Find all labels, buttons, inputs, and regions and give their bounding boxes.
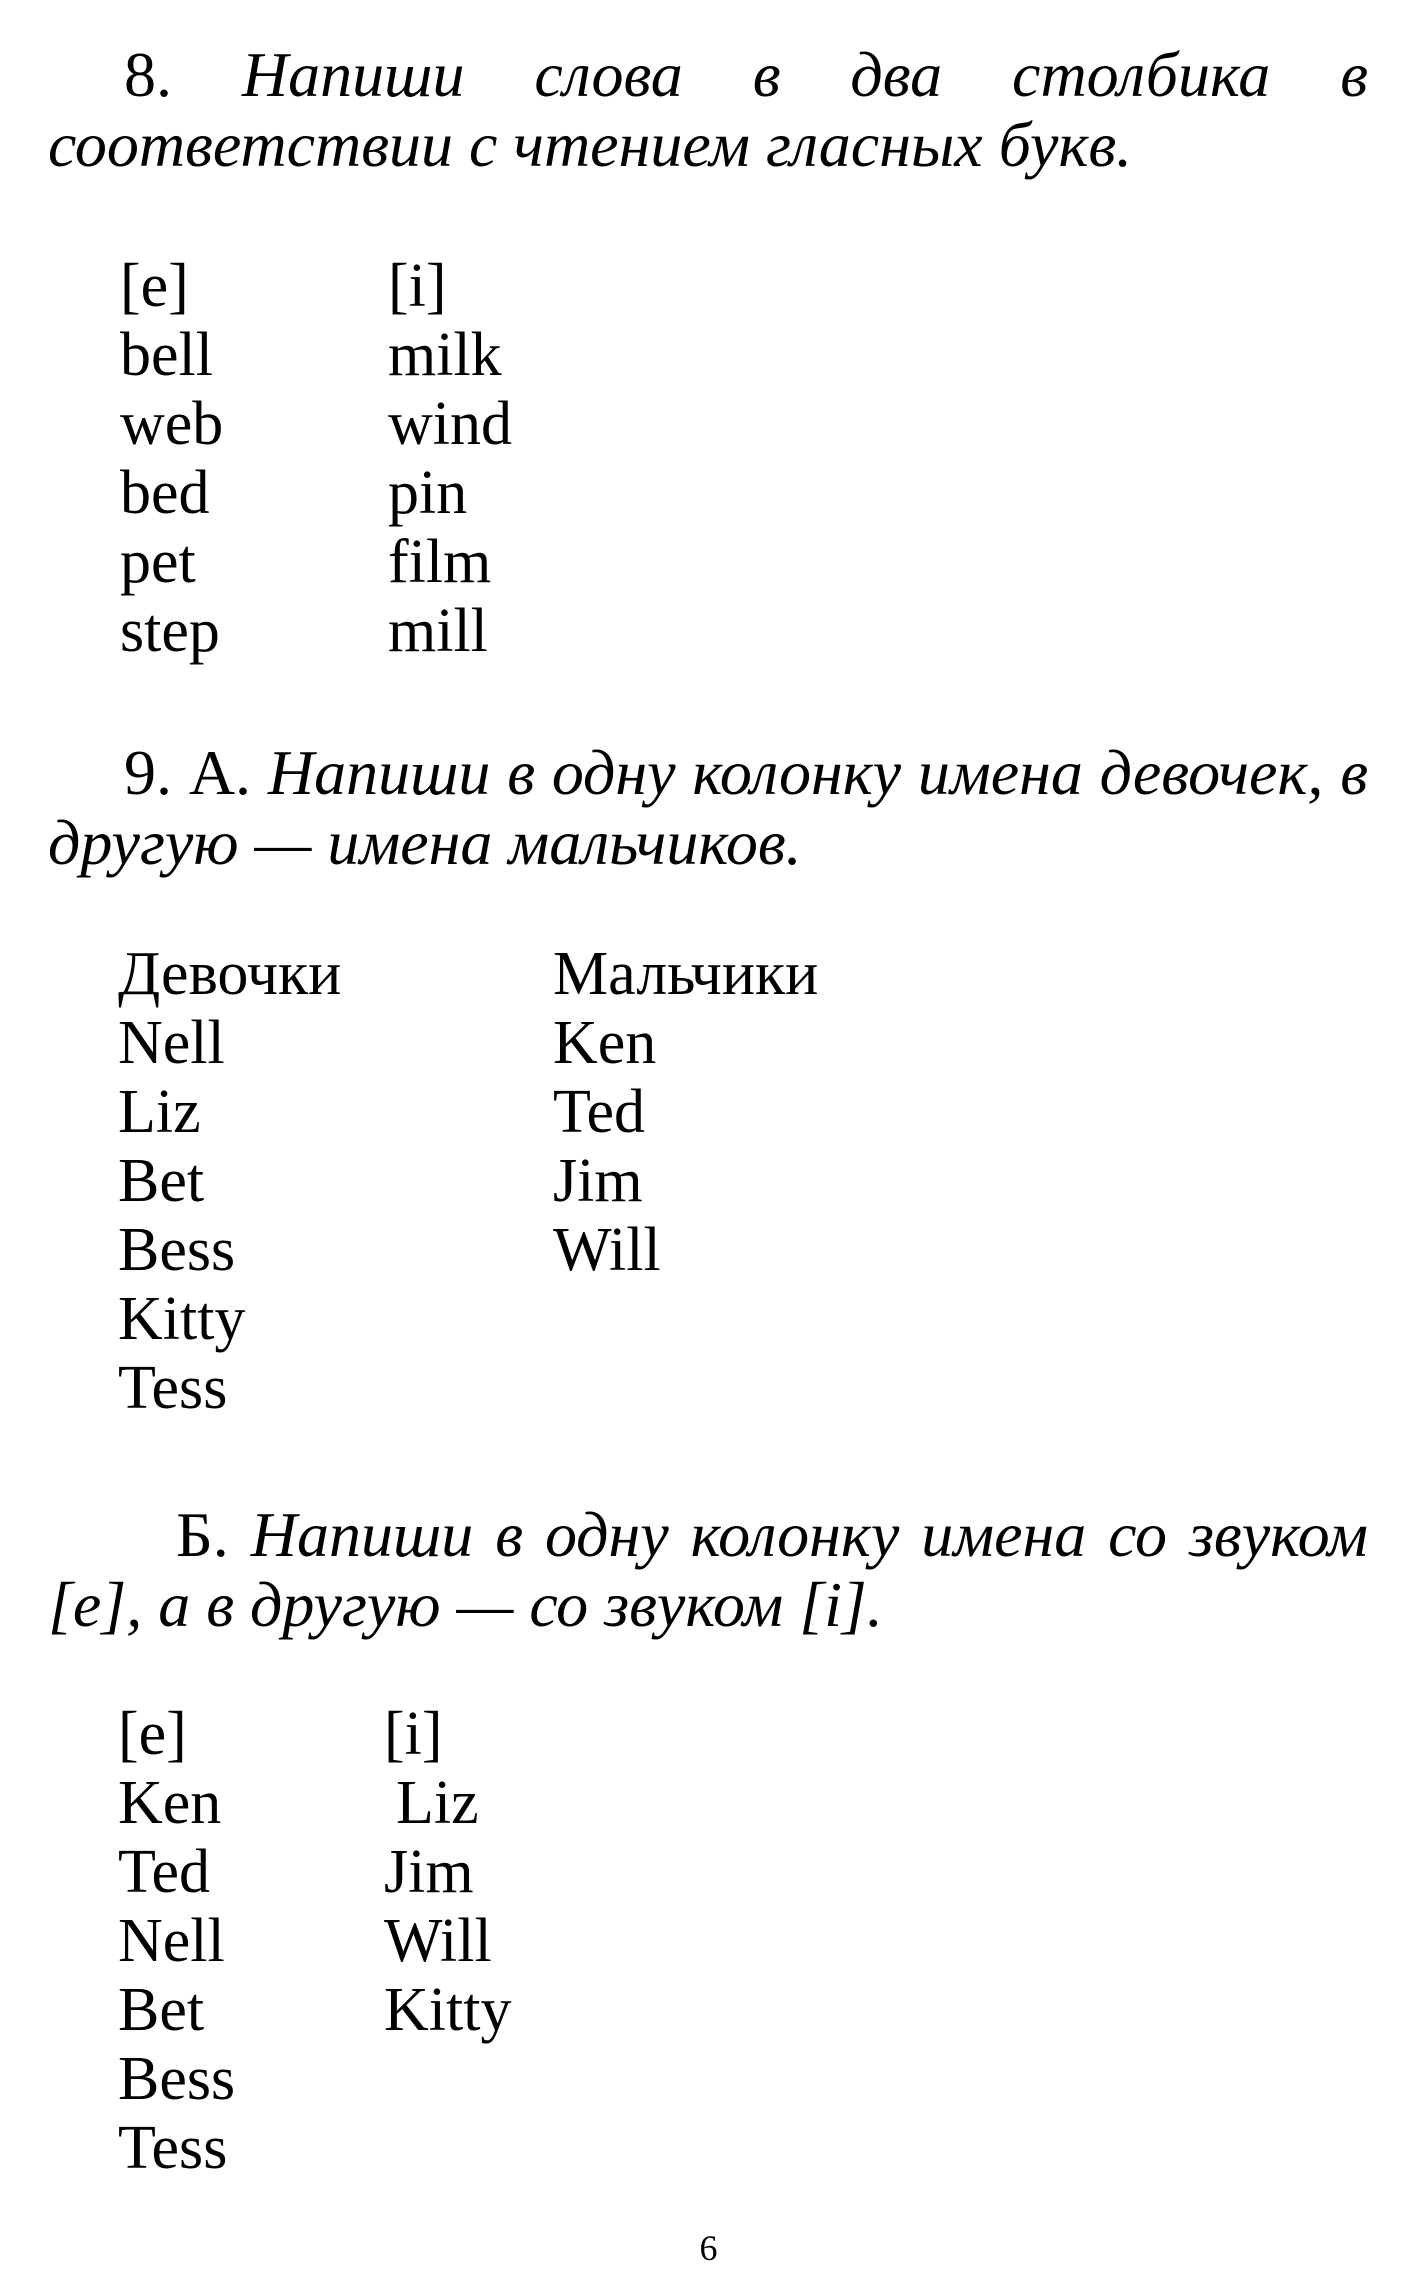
list-item: pin	[388, 459, 468, 527]
list-item: Bet	[118, 1147, 205, 1215]
list-item: Мальчики	[553, 940, 819, 1008]
list-item: Ken	[553, 1009, 657, 1077]
task-8-column-i	[388, 252, 512, 666]
list-item: Liz	[118, 1078, 201, 1146]
task-9a-heading	[48, 738, 1368, 878]
list-item: Bess	[118, 2045, 236, 2113]
list-item: Will	[384, 1907, 492, 1975]
list-item: [i]	[388, 252, 447, 320]
list-item: film	[388, 528, 492, 596]
list-item: Jim	[384, 1838, 474, 1906]
task-9a-column-girls	[118, 940, 341, 1423]
list-item: Ken	[118, 1769, 222, 1837]
list-item: Девочки	[118, 940, 342, 1008]
list-item: Nell	[118, 1009, 225, 1077]
task-9b-number: Б.	[176, 1499, 229, 1570]
task-8-column-e	[120, 252, 223, 666]
list-item: Kitty	[384, 1976, 512, 2044]
task-9b-heading	[48, 1500, 1368, 1640]
list-item: bed	[120, 459, 210, 527]
list-item: Nell	[118, 1907, 225, 1975]
list-item: wind	[388, 390, 512, 458]
list-item: milk	[388, 321, 502, 389]
list-item: mill	[388, 597, 488, 665]
task-8-heading	[48, 40, 1368, 180]
list-item: pet	[120, 528, 196, 596]
list-item: Ted	[118, 1838, 211, 1906]
list-item: [e]	[118, 1700, 187, 1768]
list-item: [i]	[384, 1700, 443, 1768]
task-8-number: 8.	[124, 39, 172, 110]
list-item: Kitty	[118, 1285, 246, 1353]
task-9b-instruction: Напиши в одну колонку имена со звуком [e], а в другую — со звуком [i].	[48, 1499, 1369, 1640]
task-9b-column-e	[118, 1700, 235, 2183]
page-number: 6	[699, 2228, 718, 2268]
list-item: Tess	[118, 2114, 228, 2182]
list-item: Will	[553, 1216, 661, 1284]
task-8-instruction: Напиши слова в два столбика в соответствии с чтением гласных букв.	[48, 39, 1369, 180]
list-item: Jim	[553, 1147, 643, 1215]
list-item: Ted	[553, 1078, 646, 1146]
list-item: Liz	[396, 1769, 479, 1837]
list-item: [e]	[120, 252, 189, 320]
task-9a-instruction: Напиши в одну колонку имена девочек, в другую — имена мальчиков.	[48, 737, 1369, 878]
list-item: step	[120, 597, 220, 665]
list-item: Bet	[118, 1976, 205, 2044]
task-9a-column-boys	[553, 940, 818, 1285]
list-item: Tess	[118, 1354, 228, 1422]
list-item: web	[120, 390, 224, 458]
task-9a-number: 9. А.	[124, 737, 252, 808]
list-item: Bess	[118, 1216, 236, 1284]
task-9b-column-i	[384, 1700, 511, 2045]
list-item: bell	[120, 321, 213, 389]
